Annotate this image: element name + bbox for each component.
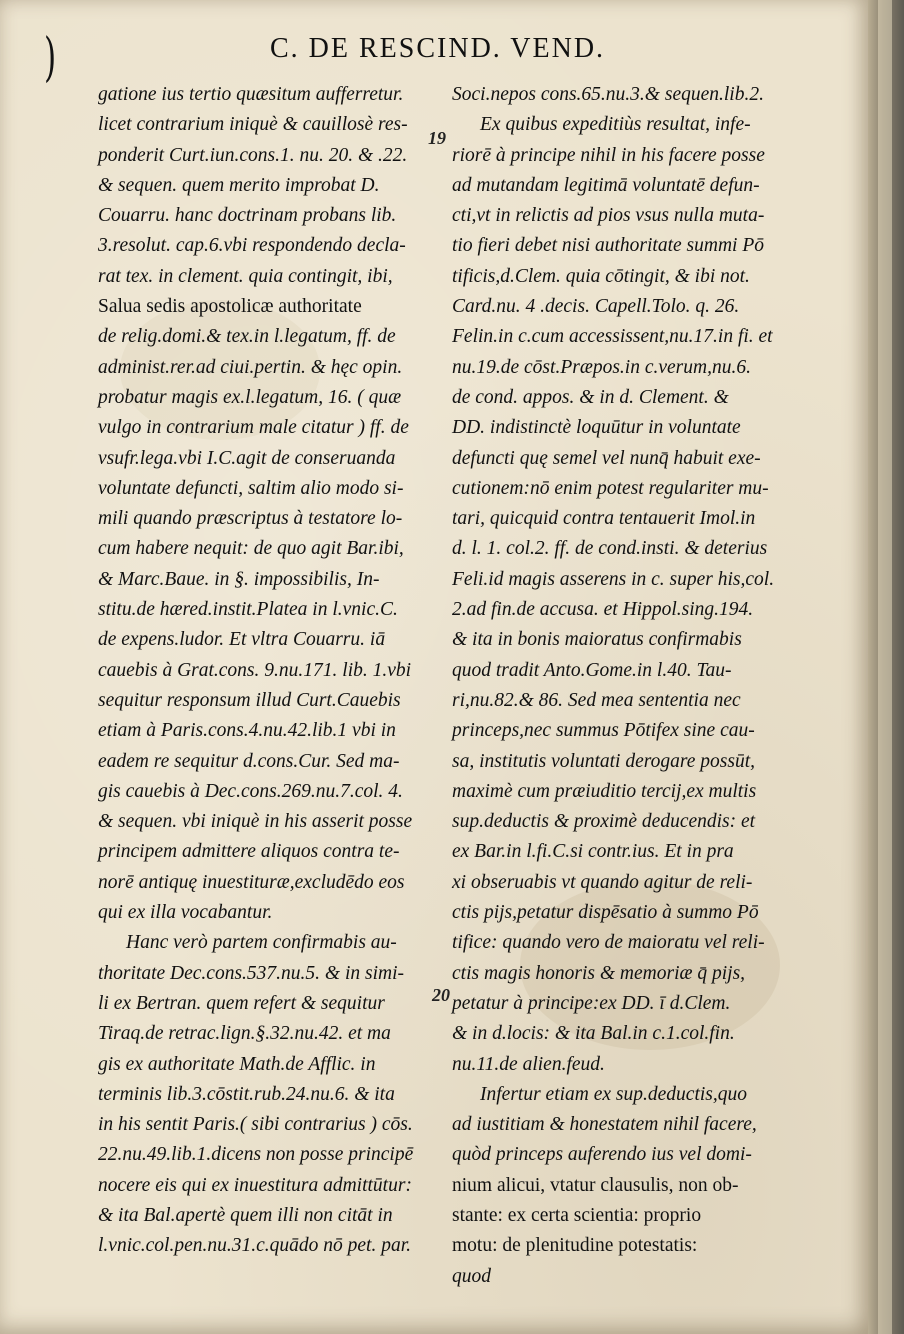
text-line: & ita in bonis maioratus confirmabis (452, 629, 742, 651)
text-line: gatione ius tertio quæsitum aufferretur. (98, 84, 404, 105)
text-line: probatur magis ex.l.legatum, 16. ( quæ (98, 386, 402, 408)
text-line: petatur à principe:ex DD. ī d.Clem. (452, 992, 731, 1014)
text-line: DD. indistinctè loquūtur in voluntate (452, 417, 741, 439)
text-line: stante: ex certa scientia: proprio (452, 1204, 702, 1226)
text-line: Salua sedis apostolicæ authoritate (98, 296, 362, 318)
text-line: 2.ad fin.de accusa. et Hippol.sing.194. (452, 599, 754, 621)
text-line: ctis pijs,petatur dispēsatio à summo Pō (452, 902, 759, 924)
text-line: in his sentit Paris.( sibi contrarius ) cōs. (98, 1114, 413, 1136)
text-line: 22.nu.49.lib.1.dicens non posse principē (98, 1144, 414, 1166)
text-line: tio fieri debet nisi authoritate summi Pō (452, 235, 764, 257)
text-line: administ.rer.ad ciui.pertin. & hęc opin. (98, 356, 403, 378)
text-line: ctis magis honoris & memoriæ q̄ pijs, (452, 962, 746, 984)
text-line: qui ex illa vocabantur. (98, 902, 273, 924)
text-line: quòd princeps auferendo ius vel domi- (452, 1144, 752, 1166)
text-line: tifice: quando vero de maioratu vel reli- (452, 932, 765, 954)
text-line: sequitur responsum illud Curt.Cauebis (98, 689, 401, 711)
text-line: riorē à principe nihil in his facere posse (452, 144, 765, 166)
text-line: cum habere nequit: de quo agit Bar.ibi, (98, 538, 404, 560)
text-line: ex Bar.in l.fi.C.si contr.ius. Et in pra (452, 841, 734, 863)
text-line: nium alicui, vtatur clausulis, non ob- (452, 1174, 739, 1196)
text-line: de relig.domi.& tex.in l.legatum, ff. de (98, 326, 396, 348)
text-line: thoritate Dec.cons.537.nu.5. & in simi- (98, 962, 405, 984)
text-line: defuncti quę semel vel nunq̄ habuit exe- (452, 447, 761, 469)
text-line: gis ex authoritate Math.de Afflic. in (98, 1053, 376, 1075)
text-line: voluntate defuncti, saltim alio modo si- (98, 477, 404, 499)
text-line: vulgo in contrarium male citatur ) ff. de (98, 417, 409, 439)
text-line: mili quando præscriptus à testatore lo- (98, 508, 403, 530)
text-line: tari, quicquid contra tentauerit Imol.in (452, 508, 756, 530)
text-line: cti,vt in relictis ad pios vsus nulla muta- (452, 205, 765, 227)
text-line: vsufr.lega.vbi I.C.agit de conseruanda (98, 447, 396, 469)
text-line: principem admittere aliquos contra te- (98, 841, 400, 863)
text-line: li ex Bertran. quem refert & sequitur (98, 992, 385, 1014)
text-line: Felin.in c.cum accessissent,nu.17.in fi. et (452, 326, 773, 348)
text-line: maximè cum præiuditio tercij,ex multis (452, 780, 757, 802)
text-line: ri,nu.82.& 86. Sed mea sententia nec (452, 689, 741, 711)
text-line: ad iustitiam & honestatem nihil facere, (452, 1114, 757, 1136)
text-line: l.vnic.col.pen.nu.31.c.quādo nō pet. par. (98, 1235, 412, 1257)
text-line: etiam à Paris.cons.4.nu.42.lib.1 vbi in (98, 720, 396, 742)
text-line: sup.deductis & proximè deducendis: et (452, 811, 756, 833)
text-line: princeps,nec summus Pōtifex sine cau- (452, 720, 755, 742)
text-line: Card.nu. 4 .decis. Capell.Tolo. q. 26. (452, 296, 740, 318)
text-line: terminis lib.3.cōstit.rub.24.nu.6. & ita (98, 1083, 395, 1105)
text-line: quod (452, 1265, 491, 1287)
text-line: licet contrarium iniquè & cauillosè res- (98, 114, 408, 136)
text-line: & ita Bal.apertè quem illi non citāt in (98, 1204, 393, 1226)
text-line: & sequen. vbi iniquè in his asserit posse (98, 811, 413, 833)
left-text-column (98, 80, 430, 1262)
text-line: & in d.locis: & ita Bal.in c.1.col.fin. (452, 1023, 735, 1045)
text-line: & sequen. quem merito improbat D. (98, 174, 380, 196)
running-head: C. DE RESCIND. VEND. (270, 33, 606, 64)
text-line: Feli.id magis asserens in c. super his,col. (452, 568, 775, 590)
text-line: ad mutandam legitimā voluntatē defun- (452, 174, 760, 196)
text-line: Ex quibus expeditiùs resultat, infe- (480, 114, 751, 136)
text-line: de expens.ludor. Et vltra Couarru. iā (98, 629, 386, 651)
text-line: Soci.nepos cons.65.nu.3.& sequen.lib.2. (452, 84, 764, 105)
text-line: Tiraq.de retrac.lign.§.32.nu.42. et ma (98, 1023, 391, 1045)
text-line: nocere eis qui ex inuestitura admittūtur: (98, 1174, 412, 1196)
text-line: nu.11.de alien.feud. (452, 1053, 605, 1075)
text-line: Hanc verò partem confirmabis au- (126, 932, 397, 954)
text-line: cutionem:nō enim potest regulariter mu- (452, 477, 769, 499)
text-line: gis cauebis à Dec.cons.269.nu.7.col. 4. (98, 780, 403, 802)
text-line: nu.19.de cōst.Præpos.in c.verum,nu.6. (452, 356, 751, 378)
text-line: stitu.de hæred.instit.Platea in l.vnic.C. (98, 599, 398, 621)
text-line: & Marc.Baue. in §. impossibilis, In- (98, 568, 380, 590)
text-line: ponderit Curt.iun.cons.1. nu. 20. & .22. (98, 144, 408, 166)
text-line: xi obseruabis vt quando agitur de reli- (452, 871, 753, 893)
text-line: 3.resolut. cap.6.vbi respondendo decla- (98, 235, 406, 257)
page-corner-mark: ) (44, 28, 57, 88)
right-text-column (452, 80, 775, 1292)
text-line: rat tex. in clement. quia contingit, ibi, (98, 265, 393, 287)
text-line: eadem re sequitur d.cons.Cur. Sed ma- (98, 750, 400, 772)
text-line: motu: de plenitudine potestatis: (452, 1235, 698, 1257)
text-line: sa, institutis voluntati derogare possūt, (452, 750, 755, 772)
text-line: de cond. appos. & in d. Clement. & (452, 386, 729, 408)
text-line: tificis,d.Clem. quia cōtingit, & ibi not. (452, 265, 750, 287)
text-line: d. l. 1. col.2. ff. de cond.insti. & deterius (452, 538, 768, 560)
adjacent-page-edge (868, 0, 904, 1334)
text-line: norē antiquę inuestituræ,excludēdo eos (98, 871, 405, 893)
text-line: quod tradit Anto.Gome.in l.40. Tau- (452, 659, 732, 681)
text-line: cauebis à Grat.cons. 9.nu.171. lib. 1.vbi (98, 659, 412, 681)
text-line: Infertur etiam ex sup.deductis,quo (480, 1083, 747, 1105)
margin-number-19: 19 (428, 128, 446, 148)
margin-number-20: 20 (432, 985, 450, 1005)
text-line: Couarru. hanc doctrinam probans lib. (98, 205, 397, 227)
